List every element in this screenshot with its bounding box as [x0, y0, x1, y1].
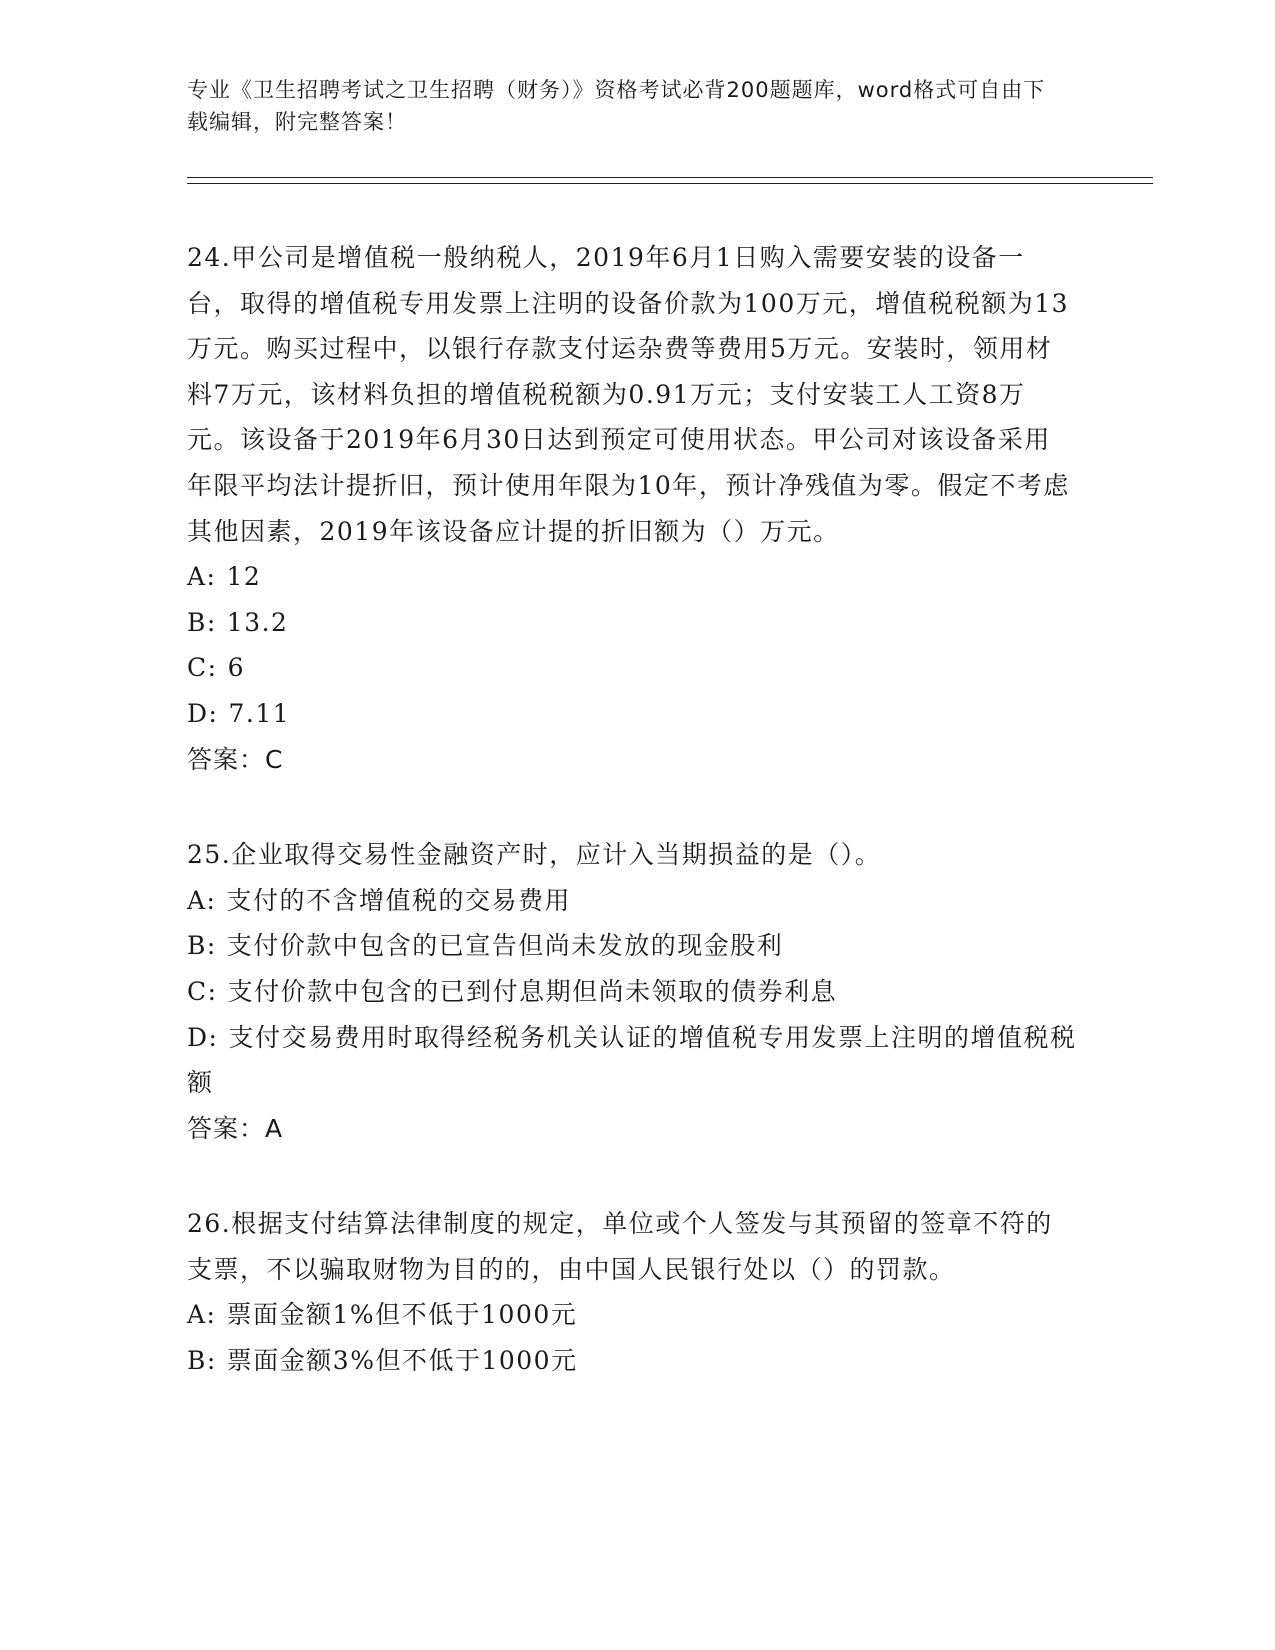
question-25	[187, 832, 1077, 1151]
option-a	[187, 878, 1077, 924]
option-text: 6	[227, 653, 245, 683]
question-stem: 26.根据支付结算法律制度的规定，单位或个人签发与其预留的签章不符的支票，不以骗取财物为目的的，由中国人民银行处以（）的罚款。	[187, 1209, 1053, 1284]
option-text: 票面金额3%但不低于1000元	[226, 1346, 578, 1376]
question-24	[187, 235, 1077, 782]
option-text: 支付的不含增值税的交易费用	[226, 885, 571, 915]
option-label: B:	[187, 931, 217, 961]
option-text: 7.11	[228, 698, 291, 728]
question-spacer	[187, 1151, 1077, 1201]
option-a	[187, 1292, 1077, 1338]
option-label: D:	[187, 698, 219, 728]
option-text: 支付价款中包含的已宣告但尚未发放的现金股利	[226, 931, 784, 961]
option-label: A:	[187, 1300, 217, 1330]
answer-text: 答案：C	[187, 744, 284, 774]
option-text: 支付交易费用时取得经税务机关认证的增值税专用发票上注明的增值税税额	[187, 1022, 1077, 1098]
question-stem: 24.甲公司是增值税一般纳税人，2019年6月1日购入需要安装的设备一台，取得的增值税专用发票上注明的设备价款为100万元，增值税税额为13万元。购买过程中，以银行存款支付运杂费等费用5万元。安装时，领用材料7万元，该材料负担的增值税税额为0.91万元；支付安装工人工资8万元。该设备于2019年6月30日达到预定可使用状态。甲公司对该设备采用年限平均法计提折旧，预计使用年限为10年，预计净残值为零。假定不考虑其他因素，2019年该设备应计提的折旧额为（）万元。	[187, 243, 1070, 546]
option-c	[187, 645, 1077, 691]
option-b	[187, 1338, 1077, 1384]
option-a	[187, 554, 1077, 600]
header-divider-top	[187, 177, 1153, 178]
option-label: D:	[187, 1022, 219, 1052]
option-text: 12	[226, 562, 262, 592]
option-b	[187, 600, 1077, 646]
option-d	[187, 691, 1077, 737]
question-list	[187, 235, 1077, 1384]
page-header-title: 专业《卫生招聘考试之卫生招聘（财务）》资格考试必背200题题库，word格式可自由下载编辑，附完整答案！	[187, 78, 1046, 134]
option-label: B:	[187, 1346, 217, 1376]
question-spacer	[187, 782, 1077, 832]
option-text: 支付价款中包含的已到付息期但尚未领取的债券利息	[227, 976, 838, 1006]
header-divider-bottom	[187, 183, 1153, 184]
question-stem: 25.企业取得交易性金融资产时，应计入当期损益的是（）。	[187, 840, 882, 870]
option-label: A:	[187, 562, 217, 592]
option-label: A:	[187, 885, 217, 915]
answer-text: 答案：A	[187, 1113, 284, 1143]
option-d	[187, 1015, 1077, 1106]
option-text: 票面金额1%但不低于1000元	[226, 1300, 578, 1330]
option-c	[187, 969, 1077, 1015]
question-26	[187, 1201, 1077, 1383]
option-label: B:	[187, 607, 217, 637]
option-b	[187, 923, 1077, 969]
option-label: C:	[187, 653, 218, 683]
option-label: C:	[187, 976, 218, 1006]
option-text: 13.2	[226, 607, 289, 637]
